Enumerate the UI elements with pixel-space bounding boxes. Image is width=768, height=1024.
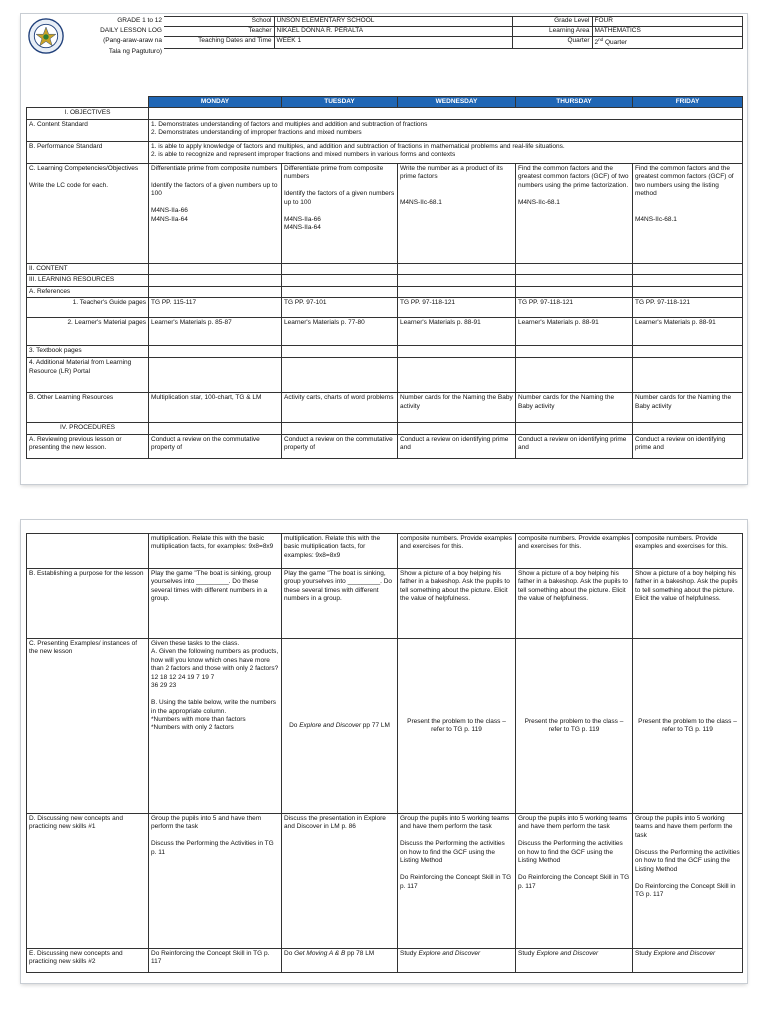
section-resources: III. LEARNING RESOURCES — [27, 275, 149, 286]
day-header-tuesday: TUESDAY — [282, 97, 398, 108]
other-cell: Multiplication star, 100-chart, TG & LM — [149, 393, 282, 423]
other-cell: Number cards for the Naming the Baby activity — [398, 393, 516, 423]
section-content: II. CONTENT — [27, 263, 149, 274]
other-resources-label: B. Other Learning Resources — [27, 393, 149, 423]
discuss2-cell: Study Explore and Discover — [516, 949, 633, 973]
discuss1-label: D. Discussing new concepts and practicing new skills #1 — [27, 814, 149, 949]
lc-cell: Find the common factors and the greatest common factors (GCF) of two numbers using the listing method M4NS-IIc-68.1 — [633, 163, 743, 263]
school-value: UNSON ELEMENTARY SCHOOL — [274, 17, 512, 27]
discuss1-cell: Group the pupils into 5 working teams and have them perform the task Discuss the Performing the activities on how to find the GCF using the Listing Method Do Reinforcing the Concept Skill in TG p. 117 — [633, 814, 743, 949]
quarter-value: 2nd Quarter — [592, 37, 742, 49]
review-cell: Conduct a review on the commutative property of — [282, 434, 398, 458]
discuss2-cell: Study Explore and Discover — [633, 949, 743, 973]
lm-cell: Learner's Materials p. 88-91 — [398, 318, 516, 346]
presenting-cell-monday: Given these tasks to the class. A. Given the following numbers as products, how will you know which ones have more than 2 factors and those with only 2 factors? 12 18 12 24 19 7 19 7 36 29 23 B. Using the table below, write the numbers in the appropriate column. *Numbers with more than factors *Numbers with only 2 factors — [149, 639, 282, 814]
tg-cell: TG PP. 97-118-121 — [516, 298, 633, 318]
presenting-cell: Present the problem to the class – refer to TG p. 119 — [398, 639, 516, 814]
section-objectives: I. OBJECTIVES — [27, 108, 149, 119]
discuss2-label: E. Discussing new concepts and practicing new skills #2 — [27, 949, 149, 973]
discuss2-cell-monday: Do Reinforcing the Concept Skill in TG p. 117 — [149, 949, 282, 973]
discuss2-cell: Study Explore and Discover — [398, 949, 516, 973]
purpose-cell: Play the game "The boat is sinking, group yourselves into _________. Do these several times with different numbers in a group. — [149, 569, 282, 639]
dates-label: Teaching Dates and Time — [164, 37, 274, 49]
discuss1-cell: Discuss the presentation in Explore and Discover in LM p. 86 — [282, 814, 398, 949]
review-continued-cell: composite numbers. Provide examples and exercises for this. — [516, 534, 633, 569]
review-continued-cell: composite numbers. Provide examples and exercises for this. — [633, 534, 743, 569]
discuss1-cell: Group the pupils into 5 working teams and have them perform the task Discuss the Performing the activities on how to find the GCF using the Listing Method Do Reinforcing the Concept Skill in TG p. 117 — [516, 814, 633, 949]
grade-value: FOUR — [592, 17, 742, 27]
other-cell: Activity carts, charts of word problems — [282, 393, 398, 423]
additional-material-label: 4. Additional Material from Learning Resource (LR) Portal — [27, 358, 149, 393]
learners-material-label: 2. Learner's Material pages — [27, 318, 149, 346]
lc-cell: Write the number as a product of its prime factors M4NS-IIc-68.1 — [398, 163, 516, 263]
lc-cell: Differentiate prime from composite numbers Identify the factors of a given numbers up to 100 M4NS-IIa-66 M4NS-IIa-64 — [282, 163, 398, 263]
day-header-monday: MONDAY — [149, 97, 282, 108]
day-header-thursday: THURSDAY — [516, 97, 633, 108]
content-standard: 1. Demonstrates understanding of factors and multiples and addition and subtraction of fractions 2. Demonstrates understanding of improper fractions and mixed numbers — [149, 119, 743, 141]
presenting-label: C. Presenting Examples/ instances of the new lesson — [27, 639, 149, 814]
teacher-value: NIKAEL DONNA R. PERALTA — [274, 27, 512, 37]
lesson-table-1 — [26, 96, 743, 459]
review-cell: Conduct a review on identifying prime and — [633, 434, 743, 458]
performance-standard-label: B. Performance Standard — [27, 141, 149, 163]
grade-label: Grade Level — [512, 17, 592, 27]
purpose-label: B. Establishing a purpose for the lesson — [27, 569, 149, 639]
references-label: A. References — [27, 286, 149, 297]
day-header-friday: FRIDAY — [633, 97, 743, 108]
section-procedures: IV. PROCEDURES — [27, 423, 149, 434]
purpose-cell: Play the game "The boat is sinking, group yourselves into _________. Do these several times with different numbers in a group. — [282, 569, 398, 639]
page-1 — [21, 14, 747, 484]
school-label: School — [164, 17, 274, 27]
presenting-cell: Present the problem to the class – refer to TG p. 119 — [516, 639, 633, 814]
purpose-cell: Show a picture of a boy helping his father in a bakeshop. Ask the pupils to tell something about the picture. Elicit the value of helpfulness. — [516, 569, 633, 639]
purpose-cell: Show a picture of a boy helping his father in a bakeshop. Ask the pupils to tell something about the picture. Elicit the value of helpfulness. — [633, 569, 743, 639]
tg-cell: TG PP. 115-117 — [149, 298, 282, 318]
quarter-label: Quarter — [512, 37, 592, 49]
review-cell: Conduct a review on the commutative property of — [149, 434, 282, 458]
title-line: Tala ng Pagtuturo) — [108, 48, 162, 56]
purpose-cell: Show a picture of a boy helping his father in a bakeshop. Ask the pupils to tell something about the picture. Elicit the value of helpfulness. — [398, 569, 516, 639]
page-2 — [21, 520, 747, 983]
teachers-guide-label: 1. Teacher's Guide pages — [27, 298, 149, 318]
performance-standard: 1. is able to apply knowledge of factors and multiples, and addition and subtraction of fractions in mathematical problems and real-life situations. 2. is able to recognize and represent improper fractions and mixed numbers in various forms and contexts — [149, 141, 743, 163]
teacher-label: Teacher — [164, 27, 274, 37]
review-label: A. Reviewing previous lesson or presenting the new lesson. — [27, 434, 149, 458]
area-value: MATHEMATICS — [592, 27, 742, 37]
day-header-wednesday: WEDNESDAY — [398, 97, 516, 108]
review-cell: Conduct a review on identifying prime and — [516, 434, 633, 458]
review-continued-cell: composite numbers. Provide examples and exercises for this. — [398, 534, 516, 569]
discuss1-cell: Group the pupils into 5 working teams and have them perform the task Discuss the Performing the activities on how to find the GCF using the Listing Method Do Reinforcing the Concept Skill in TG p. 117 — [398, 814, 516, 949]
review-continued-cell: multiplication. Relate this with the basic multiplication facts, for examples: 9x8=8x9 — [149, 534, 282, 569]
lm-cell: Learner's Materials p. 85-87 — [149, 318, 282, 346]
title-line: GRADE 1 to 12 — [117, 16, 162, 24]
other-cell: Number cards for the Naming the Baby activity — [516, 393, 633, 423]
presenting-cell-tuesday: Do Explore and Discover pp 77 LM — [282, 639, 398, 814]
lm-cell: Learner's Materials p. 88-91 — [516, 318, 633, 346]
area-label: Learning Area — [512, 27, 592, 37]
learning-competencies-label: C. Learning Competencies/Objectives Write the LC code for each. — [27, 163, 149, 263]
title-line: DAILY LESSON LOG — [100, 26, 162, 34]
title-line: (Pang-araw-araw na — [103, 36, 162, 44]
tg-cell: TG PP. 97-101 — [282, 298, 398, 318]
dates-value: WEEK 1 — [274, 37, 512, 49]
tg-cell: TG PP. 97-118-121 — [633, 298, 743, 318]
lm-cell: Learner's Materials p. 88-91 — [633, 318, 743, 346]
lc-cell: Find the common factors and the greatest common factors (GCF) of two numbers using the prime factorization. M4NS-IIc-68.1 — [516, 163, 633, 263]
other-cell: Number cards for the Naming the Baby activity — [633, 393, 743, 423]
textbook-label: 3. Textbook pages — [27, 346, 149, 358]
lesson-table-2 — [26, 533, 743, 973]
lc-cell: Differentiate prime from composite numbers Identify the factors of a given numbers up to 100 M4NS-IIa-66 M4NS-IIa-64 — [149, 163, 282, 263]
review-cell: Conduct a review on identifying prime and — [398, 434, 516, 458]
presenting-cell: Present the problem to the class – refer to TG p. 119 — [633, 639, 743, 814]
tg-cell: TG PP. 97-118-121 — [398, 298, 516, 318]
discuss2-cell-tuesday: Do Get Moving A & B pp 78 LM — [282, 949, 398, 973]
review-continued-cell: multiplication. Relate this with the basic multiplication facts, for examples: 9x8=8x9 — [282, 534, 398, 569]
header-table — [26, 16, 743, 58]
lm-cell: Learner's Materials p. 77-80 — [282, 318, 398, 346]
content-standard-label: A. Content Standard — [27, 119, 149, 141]
discuss1-cell: Group the pupils into 5 and have them perform the task Discuss the Performing the Activities in TG p. 11 — [149, 814, 282, 949]
